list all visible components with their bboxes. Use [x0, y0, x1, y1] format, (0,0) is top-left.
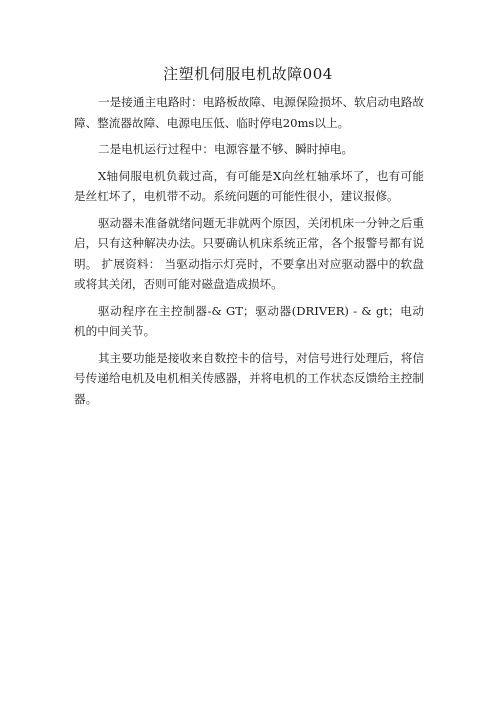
document-title: 注塑机伺服电机故障004	[163, 65, 333, 83]
paragraph-2: 二是电机运行过程中：电源容量不够、瞬时掉电。	[98, 142, 354, 156]
paragraph-6: 其主要功能是接收来自数控卡的信号，对信号进行处理后，将信号传递给电机及电机相关传感器，并将电机的工作状态反馈给主控制器。	[74, 350, 424, 406]
document-body	[74, 92, 424, 415]
paragraph-1: 一是接通主电路时：电路板故障、电源保险损坏、软启动电路故障、整流器故障、电源电压低、临时停电20ms以上。	[74, 95, 424, 130]
paragraph-3: X轴伺服电机负载过高，有可能是X向丝杠轴承坏了，也有可能是丝杠坏了，电机带不动。系统问题的可能性很小，建议报修。	[74, 168, 424, 203]
paragraph-4: 驱动器未准备就绪问题无非就两个原因，关闭机床一分钟之后重启，只有这种解决办法。只要确认机床系统正常，各个报警号都有说明。 扩展资料： 当驱动指示灯亮时，不要拿出对应驱动器中的软盘或将其关闭，否则可能对磁盘造成损坏。	[74, 215, 424, 291]
paragraph-5: 驱动程序在主控制器-& GT；驱动器(DRIVER) - & gt；电动机的中间关节。	[74, 303, 424, 338]
